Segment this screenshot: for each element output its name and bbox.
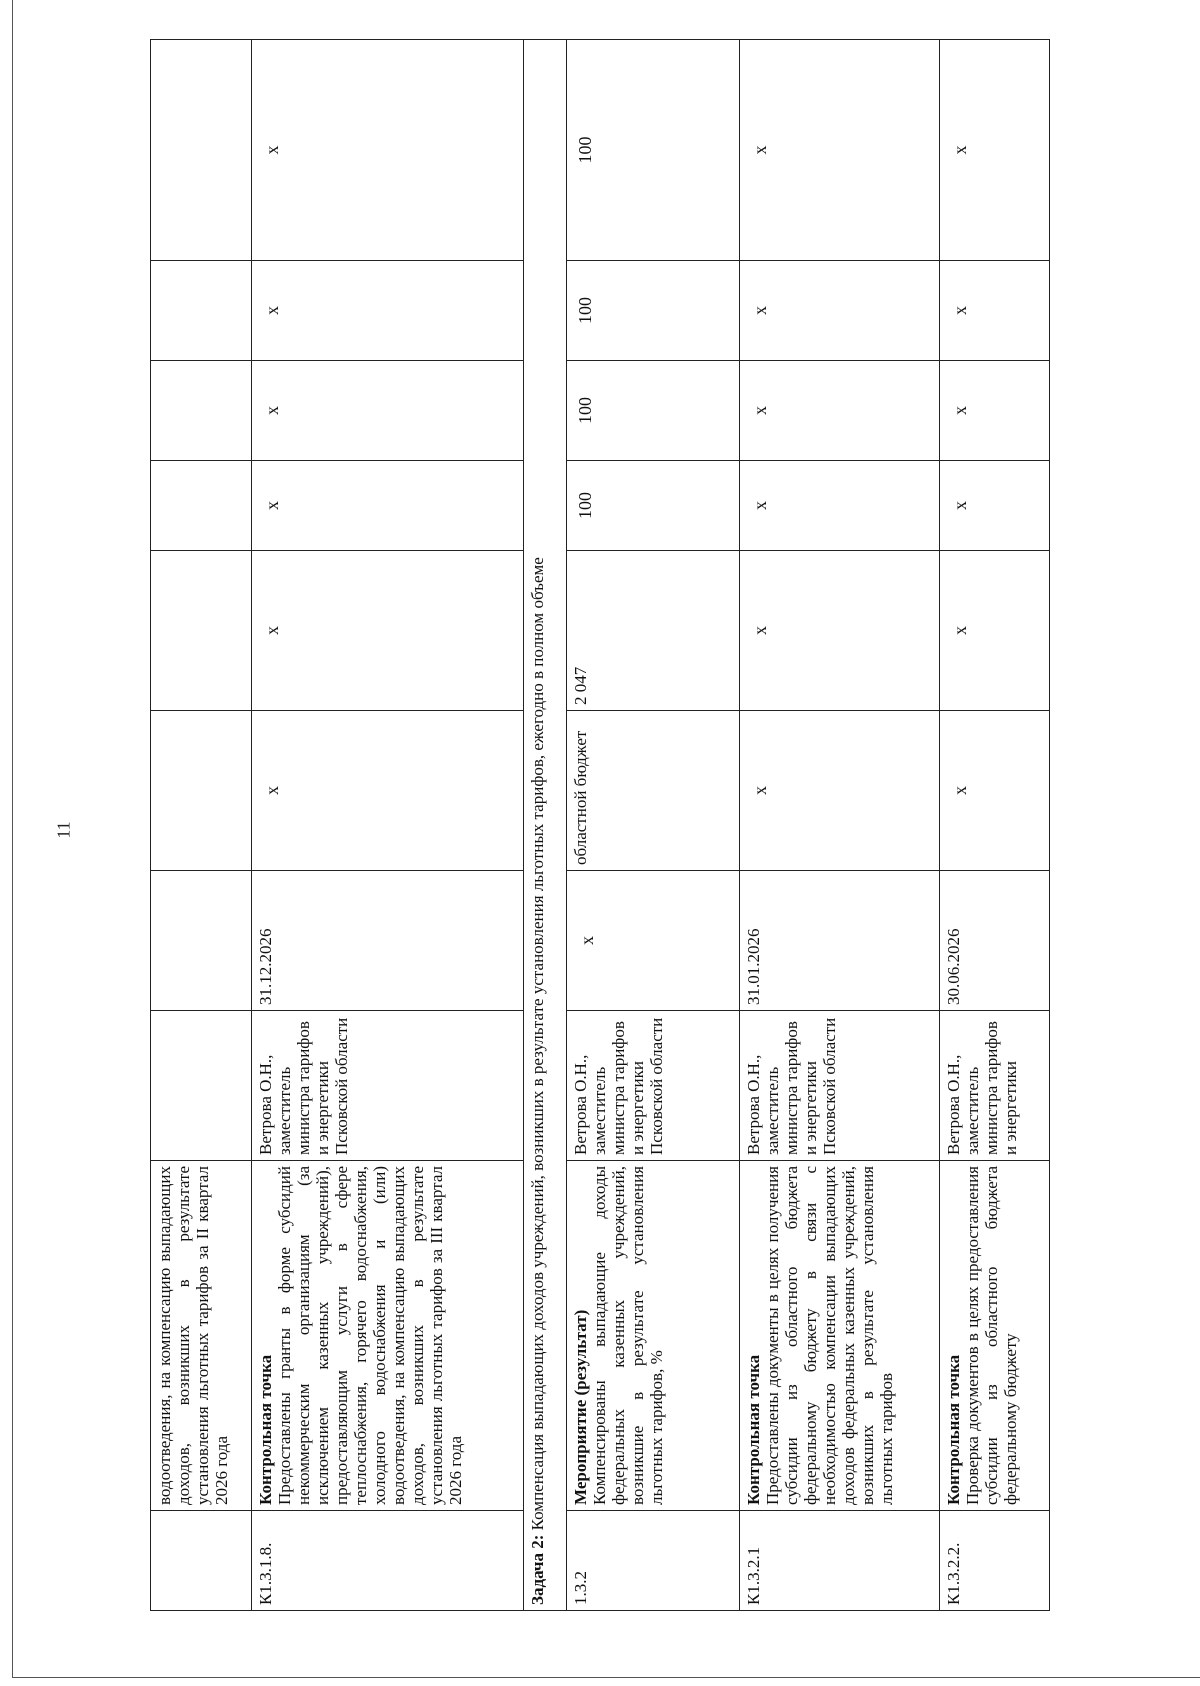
row-text-cell <box>567 1161 740 1511</box>
row-q1: х <box>252 461 524 551</box>
row-responsible <box>151 1011 252 1161</box>
row-q2: 100 <box>567 361 740 461</box>
row-total <box>151 551 252 711</box>
row-date: х <box>567 871 740 1011</box>
row-total: х <box>940 551 1050 711</box>
row-date: 31.12.2026 <box>252 871 524 1011</box>
task-cell <box>524 40 567 1611</box>
row-source: областной бюджет <box>567 711 740 871</box>
table-row <box>940 40 1050 1611</box>
row-q4: х <box>252 40 524 261</box>
row-q3: х <box>252 261 524 361</box>
row-q4: х <box>740 40 940 261</box>
row-text-cell <box>940 1161 1050 1511</box>
row-heading: Контрольная точка <box>744 1354 763 1505</box>
row-total: 2 047 <box>567 551 740 711</box>
row-q3 <box>151 261 252 361</box>
table-row <box>567 40 740 1611</box>
row-text: водоотведения, на компенсацию выпадающих доходов, возникших в результате установления льготных тарифов за II квартал 2026 года <box>151 1161 252 1511</box>
row-text: Предоставлены гранты в форме субсидий некоммерческим организациям (за исключением казенных учреждений), предоставляющим услуги в сфере теплоснабжения, горячего водоснабжения, холодного водоснабжения и (или) водоотведения, на компенсацию выпадающих доходов, возникших в результате установления льготных тарифов за III квартал 2026 года <box>275 1166 466 1505</box>
row-q2: х <box>740 361 940 461</box>
row-q2: х <box>940 361 1050 461</box>
row-date: 30.06.2026 <box>940 871 1050 1011</box>
row-heading: Контрольная точка <box>256 1354 275 1505</box>
row-number: К1.3.2.2. <box>940 1511 1050 1611</box>
row-responsible: Ветрова О.Н., заместитель министра тарифов и энергетики <box>940 1011 1050 1161</box>
row-source: х <box>940 711 1050 871</box>
row-q1: х <box>940 461 1050 551</box>
row-q1: 100 <box>567 461 740 551</box>
page-number: 11 <box>53 821 74 839</box>
row-text: Компенсированы выпадающие доходы федеральных казенных учреждений, возникшие в результате установления льготных тарифов, % <box>590 1166 667 1505</box>
row-number: К1.3.1.8. <box>252 1511 524 1611</box>
row-text-cell <box>740 1161 940 1511</box>
row-heading: Контрольная точка <box>944 1354 963 1505</box>
row-source: х <box>252 711 524 871</box>
row-q3: х <box>940 261 1050 361</box>
row-q2: х <box>252 361 524 461</box>
row-q2 <box>151 361 252 461</box>
row-q4: 100 <box>567 40 740 261</box>
row-heading: Мероприятие (результат) <box>571 1309 590 1505</box>
row-text: Проверка документов в целях предоставления субсидии из областного бюджета федеральному бюджету <box>963 1166 1021 1505</box>
task-label: Задача 2: <box>528 1534 547 1605</box>
row-number <box>151 1511 252 1611</box>
row-q4 <box>151 40 252 261</box>
row-q1: х <box>740 461 940 551</box>
row-responsible: Ветрова О.Н., заместитель министра тарифов и энергетики Псковской области <box>567 1011 740 1161</box>
row-text: Предоставлены документы в целях получения субсидии из областного бюджета федеральному бюджету в связи с необходимостью компенсации выпадающих доходов федеральных казенных учреждений, возникших в результате установления льготных тарифов <box>763 1166 897 1505</box>
row-source: х <box>740 711 940 871</box>
row-q3: х <box>740 261 940 361</box>
task-text: Компенсация выпадающих доходов учреждений, возникших в результате установления льготных тарифов, ежегодно в полном объеме <box>528 557 547 1535</box>
row-number: 1.3.2 <box>567 1511 740 1611</box>
table-row <box>151 40 252 1611</box>
row-total: х <box>252 551 524 711</box>
task-row <box>524 40 567 1611</box>
row-date: 31.01.2026 <box>740 871 940 1011</box>
table-row <box>252 40 524 1611</box>
rotated-page <box>150 40 1195 1611</box>
row-responsible: Ветрова О.Н., заместитель министра тарифов и энергетики Псковской области <box>740 1011 940 1161</box>
row-text-cell <box>252 1161 524 1511</box>
table-row <box>740 40 940 1611</box>
row-q1 <box>151 461 252 551</box>
row-source <box>151 711 252 871</box>
row-responsible: Ветрова О.Н., заместитель министра тарифов и энергетики Псковской области <box>252 1011 524 1161</box>
row-number: К1.3.2.1 <box>740 1511 940 1611</box>
row-q4: х <box>940 40 1050 261</box>
row-q3: 100 <box>567 261 740 361</box>
row-total: х <box>740 551 940 711</box>
plan-table <box>150 39 1050 1611</box>
row-date <box>151 871 252 1011</box>
